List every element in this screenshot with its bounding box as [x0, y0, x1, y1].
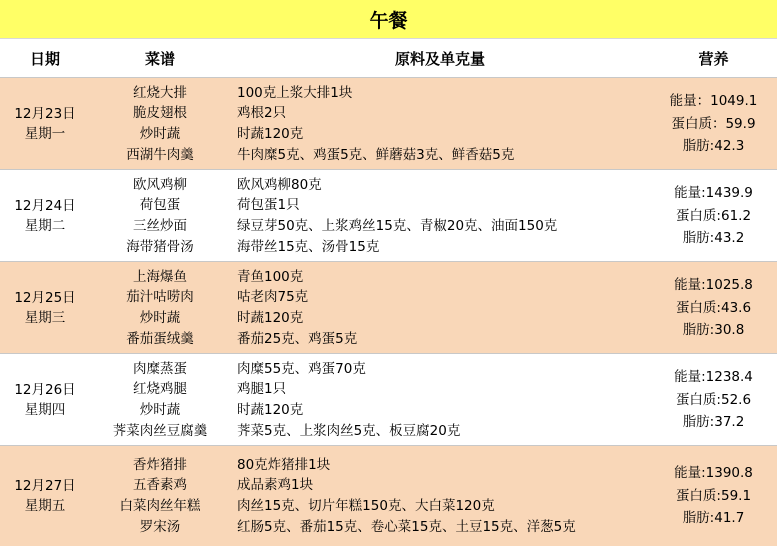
dish-name: 白菜肉丝年糕 — [119, 498, 201, 514]
dish-name: 罗宋汤 — [139, 518, 181, 535]
dish-name: 香炸猪排 — [133, 456, 187, 473]
dish-name: 荷包蛋 — [139, 197, 181, 214]
ingredient-line: 时蔬120克 — [237, 310, 304, 326]
menu-cell — [90, 262, 230, 354]
fat-value: 脂肪:37.2 — [682, 414, 745, 431]
ingredient-line: 海带丝15克、汤骨15克 — [237, 238, 380, 255]
ingredient-line: 80克炸猪排1块 — [237, 456, 331, 473]
dish-name: 炒时蔬 — [139, 126, 181, 142]
dish-name: 红烧大排 — [133, 84, 187, 101]
dish-name: 茄汁咕唠肉 — [126, 289, 194, 306]
table-row — [0, 353, 777, 446]
header-nutrition: 营养 — [698, 49, 729, 68]
date-cell — [0, 262, 90, 354]
ingredient-line: 鸡根2只 — [237, 105, 287, 122]
energy-value: 能量:1238.4 — [674, 369, 753, 386]
ingredient-line: 鸡腿1只 — [237, 381, 287, 398]
dish-name: 脆皮翅根 — [133, 105, 187, 122]
table-row — [0, 77, 777, 170]
ingredient-line: 肉糜55克、鸡蛋70克 — [237, 360, 366, 377]
date-cell — [0, 354, 90, 446]
ingredient-line: 欧风鸡柳80克 — [237, 176, 322, 193]
dish-name: 肉糜蒸蛋 — [133, 360, 187, 377]
energy-value: 能量：1049.1 — [669, 93, 758, 110]
energy-value: 能量:1439.9 — [674, 185, 753, 202]
dish-name: 西湖牛肉羹 — [126, 146, 194, 163]
ingredient-line: 荷包蛋1只 — [237, 197, 300, 214]
dish-name: 红烧鸡腿 — [133, 381, 187, 398]
nutrition-cell — [650, 354, 777, 446]
dish-name: 五香素鸡 — [133, 477, 187, 494]
ingredient-line: 红肠5克、番茄15克、卷心菜15克、土豆15克、洋葱5克 — [237, 518, 576, 535]
ingredient-line: 时蔬120克 — [237, 402, 304, 418]
protein-value: 蛋白质:52.6 — [675, 391, 752, 408]
menu-cell — [90, 446, 230, 546]
weekday-label: 星期四 — [24, 402, 66, 418]
dish-name: 三丝炒面 — [133, 218, 187, 234]
ingredient-line: 牛肉糜5克、鸡蛋5克、鲜蘑菇3克、鲜香菇5克 — [237, 146, 515, 163]
ingredients-cell — [237, 446, 647, 546]
dish-name: 炒时蔬 — [139, 402, 181, 418]
energy-value: 能量:1390.8 — [674, 465, 753, 482]
table-title: 午餐 — [0, 0, 777, 39]
ingredients-cell — [237, 354, 647, 446]
weekday-label: 星期二 — [24, 218, 66, 234]
date-label: 12月26日 — [14, 382, 76, 398]
ingredient-line: 肉丝15克、切片年糕150克、大白菜120克 — [237, 498, 495, 514]
protein-value: 蛋白质:43.6 — [675, 299, 752, 316]
header-menu: 菜谱 — [144, 49, 175, 68]
date-label: 12月23日 — [14, 106, 76, 122]
dish-name: 欧风鸡柳 — [133, 176, 187, 193]
ingredient-line: 时蔬120克 — [237, 126, 304, 142]
ingredient-line: 咕老肉75克 — [237, 289, 309, 306]
fat-value: 脂肪:30.8 — [682, 322, 745, 339]
table-row — [0, 169, 777, 262]
date-cell — [0, 170, 90, 262]
header-date: 日期 — [29, 49, 60, 68]
fat-value: 脂肪:42.3 — [682, 138, 745, 155]
ingredient-line: 荠菜5克、上浆肉丝5克、板豆腐20克 — [237, 422, 461, 439]
dish-name: 荠菜肉丝豆腐羹 — [112, 422, 208, 439]
dish-name: 上海爆鱼 — [133, 268, 187, 285]
protein-value: 蛋白质：59.9 — [671, 115, 756, 132]
nutrition-cell — [650, 78, 777, 170]
ingredient-line: 成品素鸡1块 — [237, 477, 314, 494]
table-row — [0, 445, 777, 546]
date-cell — [0, 78, 90, 170]
dish-name: 炒时蔬 — [139, 310, 181, 326]
nutrition-cell — [650, 446, 777, 546]
weekday-label: 星期一 — [24, 126, 66, 142]
ingredient-line: 100克上浆大排1块 — [237, 84, 353, 101]
date-label: 12月24日 — [14, 198, 76, 214]
dish-name: 海带猪骨汤 — [126, 238, 194, 255]
date-label: 12月25日 — [14, 290, 76, 306]
date-label: 12月27日 — [14, 478, 76, 494]
protein-value: 蛋白质:59.1 — [675, 487, 752, 504]
menu-cell — [90, 354, 230, 446]
menu-cell — [90, 78, 230, 170]
protein-value: 蛋白质:61.2 — [675, 207, 752, 224]
ingredient-line: 绿豆芽50克、上浆鸡丝15克、青椒20克、油面150克 — [237, 218, 558, 234]
header-row — [0, 39, 777, 77]
fat-value: 脂肪:43.2 — [682, 230, 745, 247]
weekday-label: 星期三 — [24, 310, 66, 326]
weekday-label: 星期五 — [24, 498, 66, 514]
menu-cell — [90, 170, 230, 262]
fat-value: 脂肪:41.7 — [682, 510, 745, 527]
table-row — [0, 261, 777, 354]
nutrition-cell — [650, 262, 777, 354]
nutrition-cell — [650, 170, 777, 262]
ingredients-cell — [237, 78, 647, 170]
header-ingredients: 原料及单克量 — [394, 49, 485, 68]
ingredients-cell — [237, 170, 647, 262]
date-cell — [0, 446, 90, 546]
ingredients-cell — [237, 262, 647, 354]
ingredient-line: 青鱼100克 — [237, 268, 304, 285]
energy-value: 能量:1025.8 — [674, 277, 753, 294]
ingredient-line: 番茄25克、鸡蛋5克 — [237, 330, 358, 347]
dish-name: 番茄蛋绒羹 — [126, 330, 194, 347]
